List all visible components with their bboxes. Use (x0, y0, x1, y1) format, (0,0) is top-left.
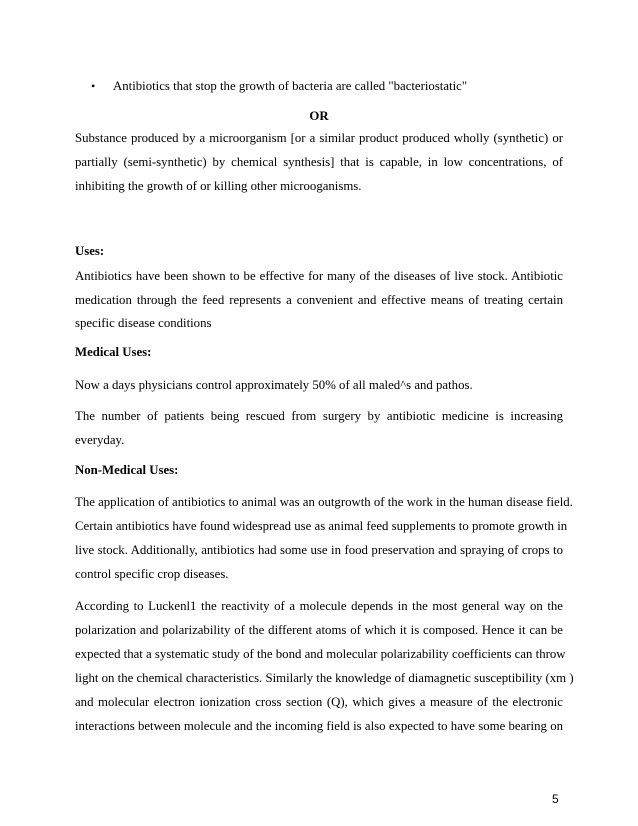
reactivity-paragraph-line: and molecular electron ionization cross section (Q), which gives a measure of the electronic (75, 695, 563, 709)
uses-line: specific disease conditions (75, 316, 212, 330)
uses-heading: Uses: (75, 244, 105, 258)
non-medical-uses-line: The application of antibiotics to animal was an outgrowth of the work in the human disease field. (75, 495, 573, 509)
reactivity-paragraph-line: interactions between molecule and the incoming field is also expected to have some bearing on (75, 719, 563, 733)
medical-uses-line: everyday. (75, 433, 125, 447)
reactivity-paragraph-line: light on the chemical characteristics. Similarly the knowledge of diamagnetic susceptibility (xm ) (75, 671, 574, 685)
medical-uses-line: The number of patients being rescued from surgery by antibiotic medicine is increasing (75, 409, 563, 423)
medical-uses-heading: Medical Uses: (75, 345, 152, 359)
medical-uses-paragraph: Now a days physicians control approximately 50% of all maled^s and pathos. (75, 378, 473, 392)
or-heading: OR (309, 109, 329, 123)
definition-line: Substance produced by a microorganism [or a similar product produced wholly (synthetic) or (75, 131, 563, 145)
reactivity-paragraph-line: polarization and polarizability of the different atoms of which it is composed. Hence it can be (75, 623, 563, 637)
page-number: 5 (552, 792, 559, 806)
reactivity-paragraph-line: According to Luckenl1 the reactivity of a molecule depends in the most general way on the (75, 599, 563, 613)
uses-line: Antibiotics have been shown to be effective for many of the diseases of live stock. Antibiotic (75, 269, 563, 283)
bullet-marker: • (91, 79, 96, 93)
definition-line: inhibiting the growth of or killing other microoganisms. (75, 179, 362, 193)
non-medical-uses-heading: Non-Medical Uses: (75, 463, 179, 477)
non-medical-uses-line: live stock. Additionally, antibiotics had some use in food preservation and spraying of crops to (75, 543, 563, 557)
non-medical-uses-line: Certain antibiotics have found widespread use as animal feed supplements to promote growth in (75, 519, 568, 533)
reactivity-paragraph-line: expected that a systematic study of the bond and molecular polarizability coefficients can throw (75, 647, 566, 661)
non-medical-uses-line: control specific crop diseases. (75, 567, 229, 581)
uses-line: medication through the feed represents a convenient and effective means of treating certain (75, 293, 563, 307)
definition-line: partially (semi-synthetic) by chemical synthesis] that is capable, in low concentrations, of (75, 155, 563, 169)
bullet-text: Antibiotics that stop the growth of bacteria are called "bacteriostatic" (113, 79, 468, 93)
